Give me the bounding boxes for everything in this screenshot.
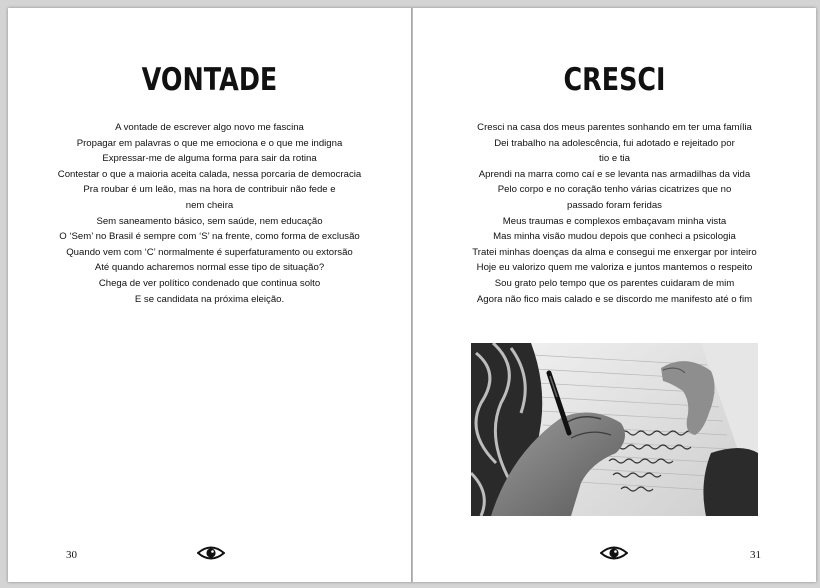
page-number-right: 31 <box>750 549 761 561</box>
page-title-left: VONTADE <box>141 62 278 98</box>
poem-line: Pelo corpo e no coração tenho várias cicatrizes que no <box>497 184 732 196</box>
poem-line: Agora não fico mais calado e se discordo me manifesto até o fim <box>476 293 753 305</box>
poem-line: Quando vem com ‘C’ normalmente é superfaturamento ou extorsão <box>66 246 353 258</box>
poem-line: E se candidata na próxima eleição. <box>134 293 285 305</box>
book-spread <box>8 8 816 582</box>
poem-right <box>413 120 816 307</box>
poem-line: tio e tia <box>599 153 630 165</box>
eye-icon <box>197 545 225 561</box>
poem-line: Aprendi na marra como caí e se levanta nas armadilhas da vida <box>478 168 751 180</box>
page-title-right: CRESCI <box>563 62 666 98</box>
poem-line: Chega de ver político condenado que continua solto <box>98 277 321 289</box>
poem-line: A vontade de escrever algo novo me fascina <box>115 122 304 133</box>
page-number-left: 30 <box>66 549 77 561</box>
left-page <box>8 8 411 582</box>
poem-line: O ‘Sem’ no Brasil é sempre com ‘S’ na frente, como forma de exclusão <box>59 231 360 243</box>
hand-writing-in-notebook-photo <box>471 343 758 516</box>
poem-line: Pra roubar é um leão, mas na hora de contribuir não fede e <box>83 184 336 196</box>
poem-line: Tratei minhas doenças da alma e consegui me enxergar por inteiro <box>472 246 757 258</box>
poem-line: Cresci na casa dos meus parentes sonhando em ter uma família <box>477 122 752 133</box>
eye-icon <box>600 545 628 561</box>
poem-left <box>8 120 411 307</box>
poem-line: passado foram feridas <box>567 199 662 211</box>
poem-line: Até quando acharemos normal esse tipo de situação? <box>94 262 325 274</box>
poem-line: Propagar em palavras o que me emociona e o que me indigna <box>76 137 343 149</box>
right-page <box>413 8 816 582</box>
poem-line: Sou grato pelo tempo que os parentes cuidaram de mim <box>494 277 735 289</box>
poem-line: Sem saneamento básico, sem saúde, nem educação <box>96 215 323 227</box>
poem-line: Meus traumas e complexos embaçavam minha vista <box>502 215 727 227</box>
poem-line: Dei trabalho na adolescência, fui adotado e rejeitado por <box>494 137 735 149</box>
poem-line: Mas minha visão mudou depois que conheci a psicologia <box>493 231 736 243</box>
poem-line: nem cheira <box>185 199 234 211</box>
poem-line: Hoje eu valorizo quem me valoriza e juntos mantemos o respeito <box>476 262 753 274</box>
poem-line: Expressar-me de alguma forma para sair da rotina <box>102 153 317 165</box>
poem-line: Contestar o que a maioria aceita calada, nessa porcaria de democracia <box>57 168 362 180</box>
